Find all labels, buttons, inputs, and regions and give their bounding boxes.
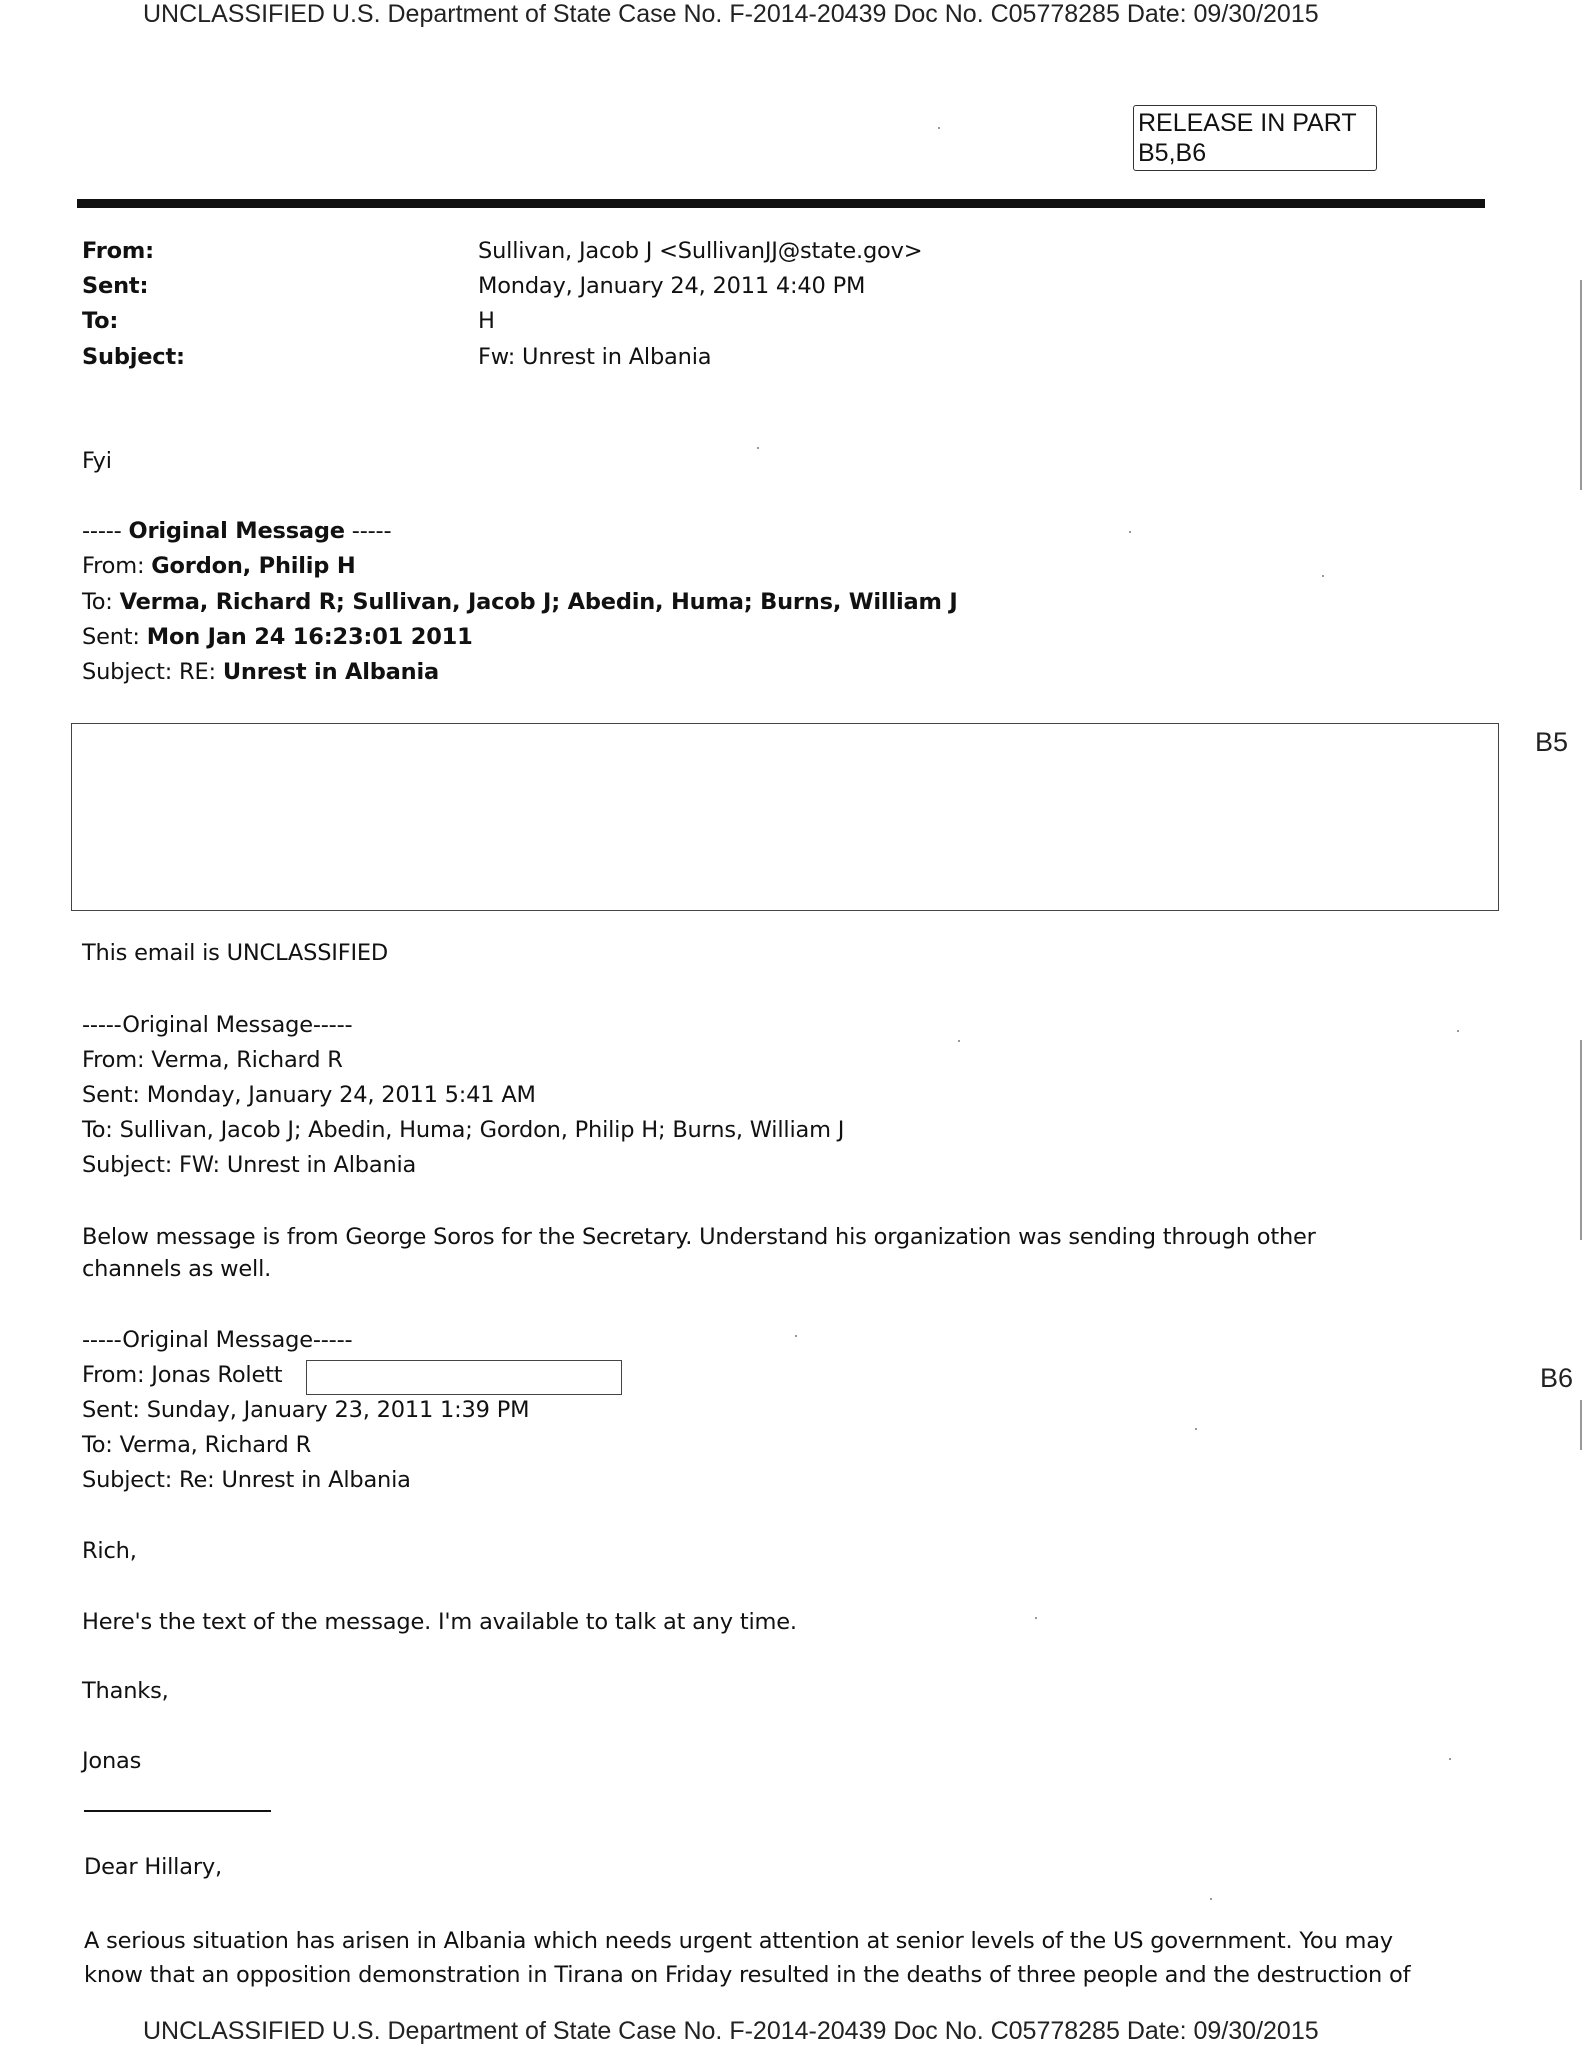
scan-speck: [958, 1040, 960, 1042]
letter-salutation: Dear Hillary,: [84, 1854, 222, 1880]
msg3-from: From: Jonas Rolett: [82, 1362, 283, 1388]
unclassified-note: This email is UNCLASSIFIED: [82, 940, 389, 966]
redaction-box-b5: [71, 723, 1499, 911]
letter-line2: know that an opposition demonstration in Tirana on Friday resulted in the deaths of three people and the destruction of: [84, 1962, 1411, 1988]
subject-value: Fw: Unrest in Albania: [478, 344, 712, 370]
scan-speck: [1457, 1030, 1459, 1032]
fyi-note: Fyi: [82, 448, 112, 474]
msg1-from: From: Gordon, Philip H: [82, 553, 356, 579]
sent-value: Monday, January 24, 2011 4:40 PM: [478, 273, 866, 299]
msg2-body-line2: channels as well.: [82, 1256, 272, 1282]
msg3-to: To: Verma, Richard R: [82, 1432, 311, 1458]
letter-line1: A serious situation has arisen in Albania which needs urgent attention at senior levels of the US government. You may: [84, 1928, 1393, 1954]
to-label: To:: [82, 308, 119, 334]
msg2-body-line1: Below message is from George Soros for the Secretary. Understand his organization was sending through other: [82, 1224, 1316, 1250]
release-stamp-line2: B5,B6: [1138, 139, 1207, 167]
scan-edge-mark: [1580, 280, 1582, 490]
msg2-subject: Subject: FW: Unrest in Albania: [82, 1152, 417, 1178]
redaction-box-b6: [306, 1360, 622, 1395]
msg1-to: To: Verma, Richard R; Sullivan, Jacob J; Abedin, Huma; Burns, William J: [82, 589, 958, 615]
scan-speck: [1195, 1428, 1197, 1430]
msg1-sent: Sent: Mon Jan 24 16:23:01 2011: [82, 624, 473, 650]
msg2-to: To: Sullivan, Jacob J; Abedin, Huma; Gordon, Philip H; Burns, William J: [82, 1117, 845, 1143]
release-stamp: [1133, 105, 1377, 171]
from-value: Sullivan, Jacob J <SullivanJJ@state.gov>: [478, 238, 923, 264]
sent-label: Sent:: [82, 273, 149, 299]
msg3-body: Here's the text of the message. I'm available to talk at any time.: [82, 1609, 797, 1635]
from-label: From:: [82, 238, 154, 264]
scan-speck: [795, 1335, 797, 1337]
header-divider: [77, 199, 1485, 208]
scan-speck: [757, 447, 759, 449]
msg2-sent: Sent: Monday, January 24, 2011 5:41 AM: [82, 1082, 536, 1108]
scan-speck: [1449, 1758, 1451, 1760]
subject-label: Subject:: [82, 344, 185, 370]
msg1-separator: ----- Original Message -----: [82, 518, 392, 544]
msg1-subject: Subject: RE: Unrest in Albania: [82, 659, 439, 685]
to-value: H: [478, 308, 495, 334]
msg3-subject: Subject: Re: Unrest in Albania: [82, 1467, 411, 1493]
msg3-separator: -----Original Message-----: [82, 1327, 353, 1353]
exemption-b6: B6: [1540, 1363, 1574, 1393]
msg3-signature: Jonas: [82, 1748, 142, 1774]
scan-speck: [1322, 575, 1324, 577]
scan-speck: [1129, 531, 1131, 533]
exemption-b5: B5: [1535, 727, 1569, 757]
msg3-thanks: Thanks,: [82, 1678, 169, 1704]
msg2-from: From: Verma, Richard R: [82, 1047, 343, 1073]
scan-speck: [938, 127, 940, 129]
scan-edge-mark: [1580, 1400, 1582, 1450]
msg3-greeting: Rich,: [82, 1538, 137, 1564]
release-stamp-line1: RELEASE IN PART: [1138, 109, 1357, 137]
classification-banner-bottom: UNCLASSIFIED U.S. Department of State Case No. F-2014-20439 Doc No. C05778285 Date: 09/30/2015: [143, 2017, 1319, 2045]
scan-speck: [1035, 1617, 1037, 1619]
msg3-sent: Sent: Sunday, January 23, 2011 1:39 PM: [82, 1397, 530, 1423]
signature-divider: [84, 1810, 271, 1812]
scan-edge-mark: [1580, 1040, 1582, 1240]
classification-banner-top: UNCLASSIFIED U.S. Department of State Case No. F-2014-20439 Doc No. C05778285 Date: 09/30/2015: [143, 0, 1319, 28]
scan-speck: [1210, 1898, 1212, 1900]
msg2-separator: -----Original Message-----: [82, 1012, 353, 1038]
